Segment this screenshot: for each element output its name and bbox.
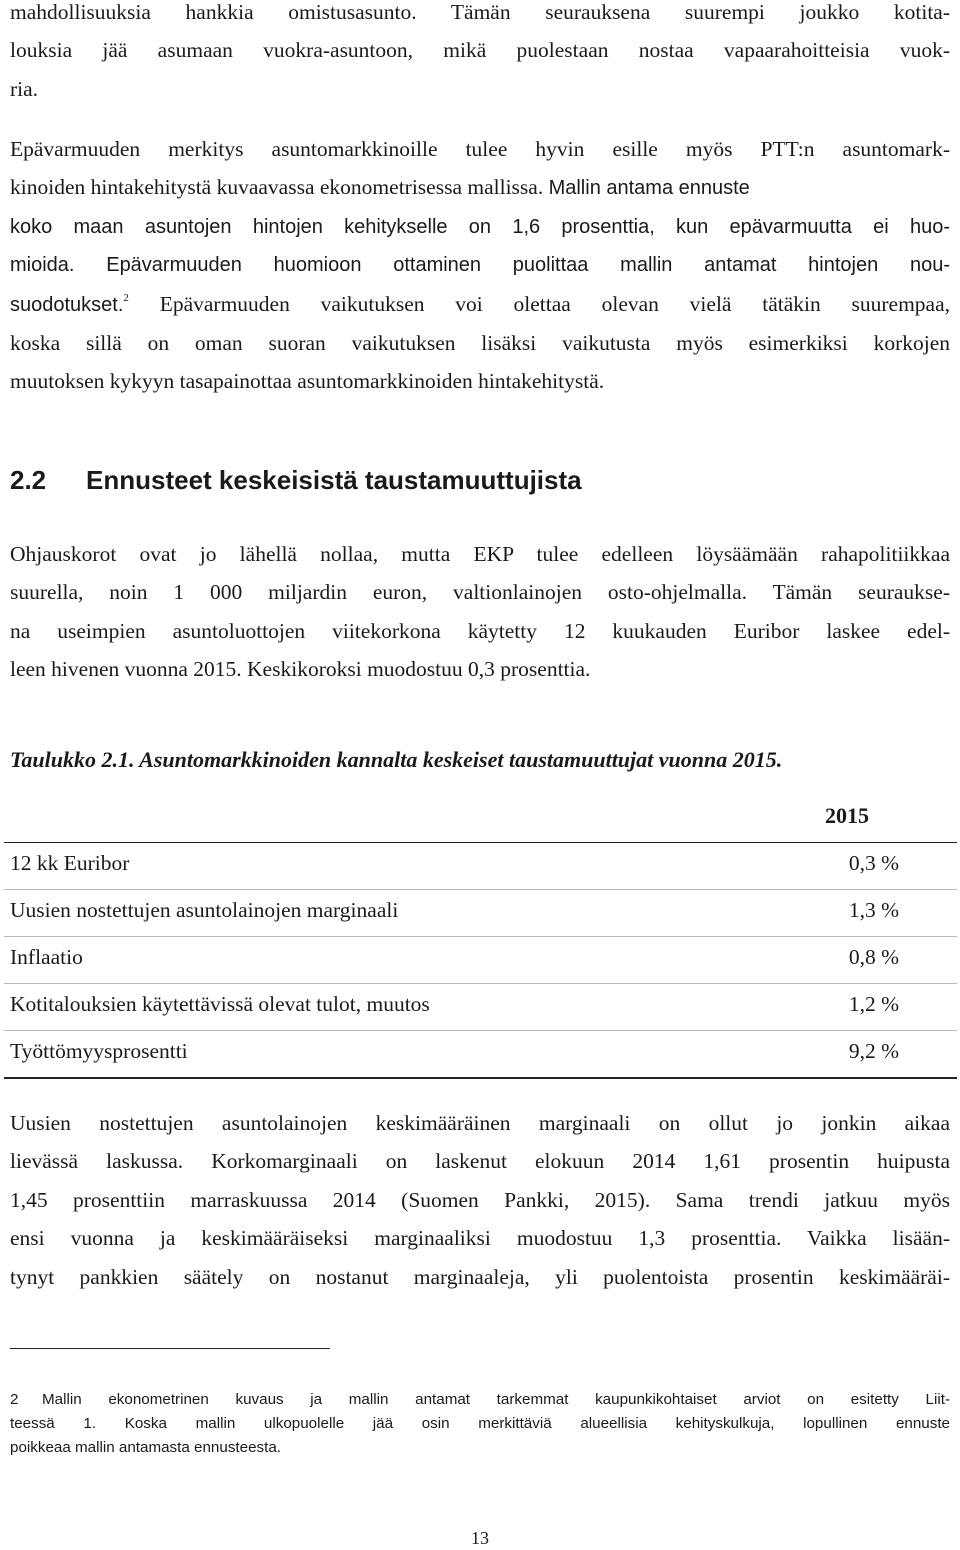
text-line: mahdollisuuksia hankkia omistusasunto. Tämän seurauksena suurempi joukko kotita- bbox=[10, 0, 950, 24]
text-line: muutoksen kykyyn tasapainottaa asuntomarkkinoiden hintakehitystä. bbox=[10, 369, 605, 394]
page-number: 13 bbox=[471, 1528, 489, 1548]
row-value: 0,3 % bbox=[848, 851, 899, 875]
section-title: Ennusteet keskeisistä taustamuuttujista bbox=[86, 465, 582, 495]
text-segment-sans: suodotukset. bbox=[10, 293, 124, 316]
text-line: na useimpien asuntoluottojen viitekorkona käytetty 12 kuukauden Euribor laskee edel- bbox=[10, 618, 950, 643]
text-line: Epävarmuuden merkitys asuntomarkkinoille tulee hyvin esille myös PTT:n asuntomark- bbox=[10, 137, 950, 161]
row-value: 1,3 % bbox=[848, 898, 899, 922]
text-segment-sans: Mallin antama ennuste bbox=[548, 177, 750, 200]
paragraph-3 bbox=[10, 535, 950, 689]
text-line-sans: mioida. Epävarmuuden huomioon ottaminen puolittaa mallin antamat hintojen nou- bbox=[10, 254, 950, 277]
row-value: 0,8 % bbox=[848, 945, 899, 969]
paragraph-2 bbox=[10, 130, 950, 401]
text-line: leen hivenen vuonna 2015. Keskikoroksi muodostuu 0,3 prosenttia. bbox=[10, 657, 591, 682]
paragraph-1 bbox=[10, 0, 950, 108]
text-line bbox=[10, 285, 950, 324]
section-heading bbox=[10, 460, 582, 500]
footnote-reference[interactable]: 2 bbox=[123, 291, 129, 304]
column-header-year: 2015 bbox=[825, 803, 869, 828]
row-value: 9,2 % bbox=[848, 1039, 899, 1063]
footnote-line: poikkeaa mallin antamasta ennusteesta. bbox=[10, 1439, 282, 1456]
text-line: suurella, noin 1 000 miljardin euron, valtionlainojen osto-ohjelmalla. Tämän seurauksе- bbox=[10, 580, 950, 605]
text-line: Ohjauskorot ovat jo lähellä nollaa, mutta EKP tulee edelleen löysäämään rahapolitiikkaa bbox=[10, 542, 950, 566]
footnote-line bbox=[10, 1388, 950, 1412]
text-line: 1,45 prosenttiin marraskuussa 2014 (Suomen Pankki, 2015). Sama trendi jatkuu myös bbox=[10, 1187, 950, 1212]
table-header bbox=[4, 793, 957, 843]
text-line: ensi vuonna ja keskimääräiseksi marginaaliksi muodostuu 1,3 prosenttia. Vaikka lisään- bbox=[10, 1226, 950, 1251]
table-row bbox=[4, 890, 957, 937]
data-table bbox=[4, 793, 957, 1079]
text-line: ria. bbox=[10, 76, 39, 101]
text-segment: kinoiden hintakehitystä kuvaavassa ekonometrisessa mallissa. bbox=[10, 175, 544, 200]
row-value: 1,2 % bbox=[848, 992, 899, 1016]
footnote-number: 2 bbox=[10, 1391, 19, 1408]
text-line: koska sillä on oman suoran vaikutuksen lisäksi vaikutusta myös esimerkiksi korkojen bbox=[10, 331, 950, 356]
text-line: louksia jää asumaan vuokra-asuntoon, mikä puolestaan nostaa vapaarahoitteisia vuok- bbox=[10, 38, 950, 63]
footnote-divider bbox=[10, 1348, 330, 1349]
row-label: Työttömyysprosentti bbox=[10, 1039, 188, 1063]
text-line bbox=[10, 168, 950, 207]
table-row bbox=[4, 1031, 957, 1079]
footnote-line: teessä 1. Koska mallin ulkopuolelle jää osin merkittäviä alueellisia kehityskulkuja, lopullinen ennuste bbox=[10, 1415, 950, 1432]
text-line: tynyt pankkien säätely on nostanut marginaaleja, yli puolentoista prosentin keskimääräi- bbox=[10, 1264, 950, 1289]
row-label: Uusien nostettujen asuntolainojen marginaali bbox=[10, 898, 399, 922]
footnote bbox=[10, 1388, 950, 1460]
table-caption: Taulukko 2.1. Asuntomarkkinoiden kannalta keskeiset taustamuuttujat vuonna 2015. bbox=[10, 747, 783, 772]
table-row bbox=[4, 843, 957, 890]
section-number: 2.2 bbox=[10, 465, 47, 495]
paragraph-4 bbox=[10, 1104, 950, 1296]
text-segment: Epävarmuuden vaikutuksen voi olettaa olevan vielä tätäkin suurempaa, bbox=[159, 291, 951, 316]
row-label: Kotitalouksien käytettävissä olevat tulot, muutos bbox=[10, 992, 430, 1016]
footnote-text: Mallin ekonometrinen kuvaus ja mallin antamat tarkemmat kaupunkikohtaiset arviot on esitetty Liit- bbox=[42, 1391, 950, 1408]
row-label: 12 kk Euribor bbox=[10, 851, 130, 875]
row-label: Inflaatio bbox=[10, 945, 83, 969]
table-row bbox=[4, 937, 957, 984]
text-line: Uusien nostettujen asuntolainojen keskimääräinen marginaali on ollut jo jonkin aikaa bbox=[10, 1111, 950, 1135]
text-line: lievässä laskussa. Korkomarginaali on laskenut elokuun 2014 1,61 prosentin huipusta bbox=[10, 1149, 950, 1174]
table-row bbox=[4, 984, 957, 1031]
text-line-sans: koko maan asuntojen hintojen kehitykselle on 1,6 prosenttia, kun epävarmuutta ei huo- bbox=[10, 215, 950, 238]
